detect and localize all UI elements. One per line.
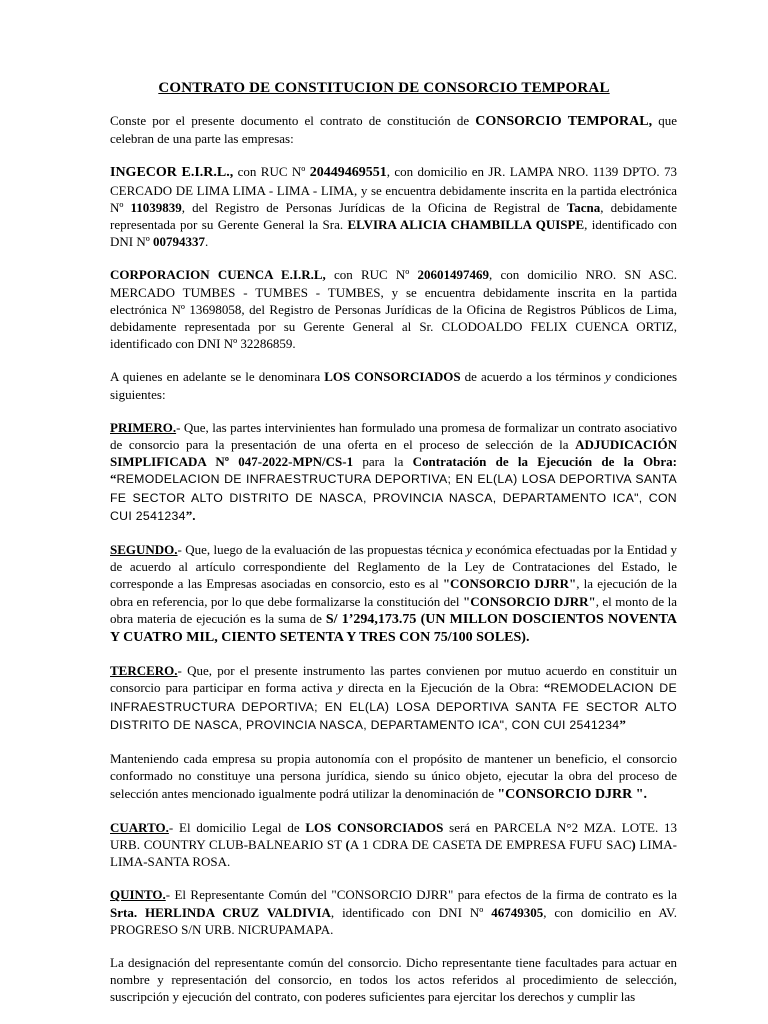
obra-name: REMODELACION DE INFRAESTRUCTURA DEPORTIVA; EN EL(LA) LOSA DEPORTIVA SANTA FE SECTOR ALTO DISTRITO DE NASCA, PROVINCIA NASCA, DEPARTAMENTO ICA", CON CUI 2541234 — [110, 681, 677, 732]
conjunction: y — [605, 369, 611, 385]
clause-heading: SEGUNDO. — [110, 542, 178, 558]
clause-segundo — [110, 541, 677, 646]
consorciados-paragraph — [110, 368, 677, 402]
conjunction: y — [466, 542, 473, 558]
closing-quote: ”. — [185, 507, 196, 523]
cuenca-name: CORPORACION CUENCA E.I.R.L, — [110, 267, 326, 283]
clause-heading: QUINTO. — [110, 887, 166, 903]
intro-text-end: que celebran de una parte las empresas: — [110, 113, 677, 147]
autonomy-paragraph — [110, 750, 677, 803]
dni-label: , identificado con DNI Nº — [330, 904, 492, 920]
legal-address-text: será en PARCELA N°2 MZA. LOTE. 13 URB. COUNTRY CLUB-BALNEARIO ST — [110, 819, 677, 852]
adjudicacion-label: ADJUDICACIÓN SIMPLIFICADA Nº 047-2022-MPN/CS-1 — [110, 437, 677, 470]
clause-text-2: para la — [353, 454, 413, 470]
clause-text-2: directa en la Ejecución de la Obra: — [343, 680, 544, 696]
representative-name: Srta. HERLINDA CRUZ VALDIVIA — [110, 904, 331, 920]
ingecor-rep-text: , debidamente representada por su Gerente General la Sra. — [110, 199, 677, 233]
cuenca-paragraph — [110, 266, 677, 352]
ingecor-registry-city: Tacna — [566, 199, 601, 215]
consorciados-text-3: condiciones siguientes: — [110, 369, 678, 402]
address-city: LIMA-LIMA-SANTA ROSA. — [110, 836, 677, 870]
clause-text-2: económica efectuadas por la Entidad y de acuerdo al artículo correspondiente del Reglamento de la Ley de Contrataciones del Estado, le corresponde a las Empresas asociadas en consorcio, esto es al — [110, 542, 677, 592]
clause-primero — [110, 419, 677, 525]
ruc-label: con RUC Nº — [233, 164, 310, 180]
closing-quote: ” — [619, 716, 626, 732]
clause-heading: CUARTO. — [110, 819, 169, 835]
consorciados-text-2: de acuerdo a los términos — [460, 369, 606, 385]
ingecor-name: INGECOR E.I.R.L., — [110, 165, 234, 181]
ingecor-manager-name: ELVIRA ALICIA CHAMBILLA QUISPE — [347, 217, 585, 233]
autonomy-text: Manteniendo cada empresa su propia autonomía con el propósito de mantener un beneficio, el consorcio conformado no constituye una persona jurídica, siendo su único objeto, ejecutar la obra del proceso de selección antes mencionado igualmente podrá utilizar la denominación de — [110, 751, 677, 801]
ruc-label: con RUC Nº — [325, 267, 418, 283]
clause-text: - Que, luego de la evaluación de las propuestas técnica — [177, 542, 467, 558]
obra-label: Contratación de la Ejecución de la Obra: “ — [110, 454, 677, 487]
contract-body — [110, 112, 677, 1022]
clause-text: - El Representante Común del "CONSORCIO DJRR" para efectos de la firma de contrato es la — [165, 887, 677, 903]
consorcio-temporal-label: CONSORCIO TEMPORAL, — [475, 114, 653, 129]
address-reference: A 1 CDRA DE CASETA DE EMPRESA FUFU SAC — [349, 836, 632, 852]
designation-paragraph — [110, 954, 677, 1006]
designation-text: La designación del representante común del consorcio. Dicho representante tiene facultades para actuar en nombre y representación del consorcio, en todos los actos referidos al procedimiento de selección, suscripción y ejecución del contrato, con poderes suficientes para ejercitar los derechos y cumplir las — [110, 954, 677, 1005]
ingecor-paragraph — [110, 163, 677, 250]
clause-heading: TERCERO. — [110, 663, 178, 679]
opening-quote: “ — [543, 680, 551, 696]
intro-text: Conste por el presente documento el contrato de constitución de — [110, 113, 476, 128]
ingecor-registry-text: , del Registro de Personas Jurídicas de la Oficina de Registral de — [181, 199, 567, 215]
consorciados-label: LOS CONSORCIADOS — [305, 819, 444, 835]
paren-close: ) — [631, 836, 636, 852]
clause-quinto — [110, 886, 677, 938]
period: . — [205, 234, 209, 250]
paren-open: ( — [345, 836, 350, 852]
contract-amount: S/ 1’294,173.75 (UN MILLON DOSCIENTOS NOVENTA Y CUATRO MIL, CIENTO SETENTA Y TRES CON 75/100 SOLES). — [110, 611, 677, 646]
ingecor-manager-dni: 00794337 — [153, 234, 206, 250]
consorciados-label: LOS CONSORCIADOS — [324, 369, 461, 385]
consorciados-text: A quienes en adelante se le denominara — [110, 369, 325, 385]
cuenca-details-text: , con domicilio NRO. SN ASC. MERCADO TUMBES - TUMBES - TUMBES, y se encuentra debidamente inscrita en la partida electrónica Nº 13698058, del Registro de Personas Jurídicas de la Oficina de Registros Públicos de Lima, debidamente representada por su Gerente General al Sr. CLODOALDO FELIX CUENCA ORTIZ, identificado con DNI Nº 32286859. — [110, 267, 677, 352]
cuenca-ruc: 20601497469 — [417, 267, 489, 283]
consorcio-name: "CONSORCIO DJRR" — [442, 576, 577, 592]
consorcio-name: "CONSORCIO DJRR" — [462, 593, 596, 609]
dni-label: , identificado con DNI Nº — [110, 217, 677, 250]
clause-text-3: , la ejecución de la obra en referencia, por lo que debe formalizarse la constitución del — [110, 576, 677, 609]
obra-name: REMODELACION DE INFRAESTRUCTURA DEPORTIVA; EN EL(LA) LOSA DEPORTIVA SANTA FE SECTOR ALTO DISTRITO DE NASCA, PROVINCIA NASCA, DEPARTAMENTO ICA", CON CUI 2541234 — [110, 472, 677, 523]
clause-text: - Que, por el presente instrumento las partes convienen por mutuo acuerdo en constituir un consorcio para participar en forma activa — [110, 663, 677, 696]
clause-tercero — [110, 662, 677, 734]
ingecor-partida: 11039839 — [130, 199, 182, 215]
ingecor-ruc: 20449469551 — [309, 165, 387, 181]
conjunction: y — [337, 680, 344, 696]
contract-title: CONTRATO DE CONSTITUCION DE CONSORCIO TEMPORAL — [158, 80, 610, 96]
clause-text-4: , el monto de la obra materia de ejecución es la suma de — [110, 593, 678, 626]
clause-heading: PRIMERO. — [110, 419, 177, 435]
ingecor-address-text: , con domicilio en JR. LAMPA NRO. 1139 DPTO. 73 CERCADO DE LIMA LIMA - LIMA - LIMA, y se encuentra debidamente inscrita en la partida electrónica Nº — [110, 164, 677, 215]
consorcio-name: "CONSORCIO DJRR ". — [497, 786, 648, 802]
representative-address: , con domicilio en AV. PROGRESO S/N URB. NICRUPAMAPA. — [110, 904, 677, 937]
intro-paragraph — [110, 112, 677, 147]
clause-text: - El domicilio Legal de — [168, 819, 306, 835]
representative-dni: 46749305 — [491, 904, 544, 920]
clause-cuarto — [110, 819, 677, 871]
clause-text: - Que, las partes intervinientes han formulado una promesa de formalizar un contrato asociativo de consorcio para la presentación de una oferta en el proceso de selección de la — [110, 419, 677, 453]
